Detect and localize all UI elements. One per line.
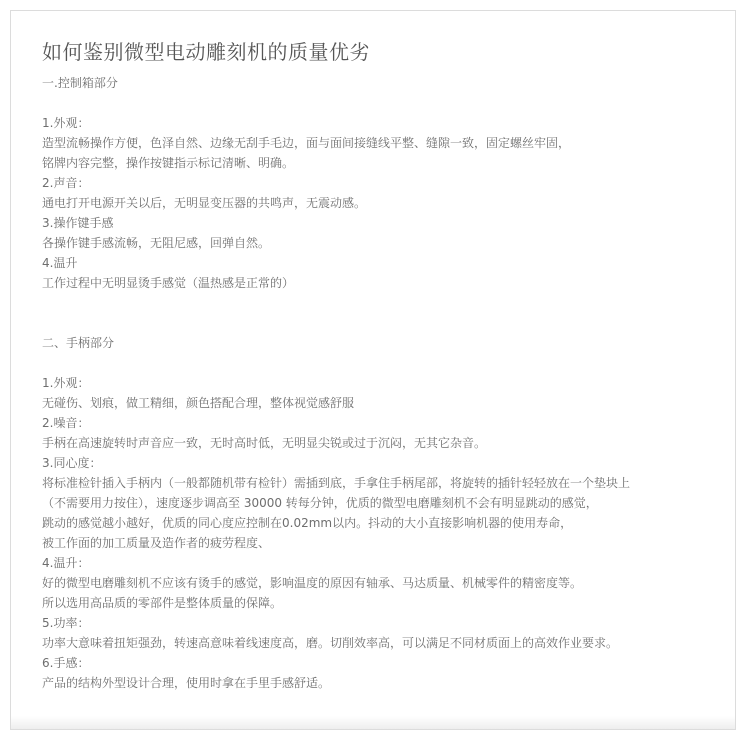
item-label-key-feel: 3.操作键手感 (42, 216, 114, 230)
item-text: 好的微型电磨雕刻机不应该有烫手的感觉，影响温度的原因有轴承、马达质量、机械零件的精密度等。 (42, 576, 583, 590)
item-label-appearance: 1.外观： (42, 116, 90, 130)
item-text: 工作过程中无明显烫手感觉（温热感是正常的） (42, 276, 295, 290)
item-label-temperature: 4.温升 (42, 256, 78, 270)
item-text: 将标准检针插入手柄内（一般都随机带有检针）需插到底，手拿住手柄尾部，将旋转的插针轻轻放在一个垫块上 (42, 476, 631, 490)
item-text: 功率大意味着扭矩强劲，转速高意味着线速度高，磨。切削效率高，可以满足不同材质面上的高效作业要求。 (42, 636, 619, 650)
item-text: 跳动的感觉越小越好，优质的同心度应控制在0.02mm以内。抖动的大小直接影响机器的使用寿命， (42, 516, 573, 530)
item-text: 造型流畅操作方便，色泽自然、边缘无刮手毛边，面与面间接缝线平整、缝隙一致，固定螺丝牢固， (42, 136, 571, 150)
section-heading-handle: 二、手柄部分 (42, 336, 115, 350)
section-heading-control-box: 一.控制箱部分 (42, 76, 118, 90)
content-frame (10, 10, 736, 730)
item-text: 所以选用高品质的零部件是整体质量的保障。 (42, 596, 283, 610)
item-text: 铭牌内容完整，操作按键指示标记清晰、明确。 (42, 156, 295, 170)
item-text: 手柄在高速旋转时声音应一致，无时高时低，无明显尖锐或过于沉闷，无其它杂音。 (42, 436, 487, 450)
page-title: 如何鉴别微型电动雕刻机的质量优劣 (42, 40, 370, 64)
item-text: 各操作键手感流畅，无阻尼感，回弹自然。 (42, 236, 271, 250)
item-label-power: 5.功率： (42, 616, 90, 630)
item-text: 通电打开电源开关以后，无明显变压器的共鸣声，无震动感。 (42, 196, 367, 210)
item-text: 产品的结构外型设计合理，使用时拿在手里手感舒适。 (42, 676, 331, 690)
item-label-concentricity: 3.同心度： (42, 456, 102, 470)
item-text: 被工作面的加工质量及造作者的疲劳程度、 (42, 536, 271, 550)
item-label-sound: 2.声音： (42, 176, 90, 190)
bottom-shadow (11, 716, 735, 729)
item-label-appearance: 1.外观： (42, 376, 90, 390)
item-label-feel: 6.手感： (42, 656, 90, 670)
item-label-temperature: 4.温升： (42, 556, 90, 570)
item-text: （不需要用力按住），速度逐步调高至 30000 转每分钟，优质的微型电磨雕刻机不会有明显跳动的感觉， (42, 496, 598, 510)
item-label-noise: 2.噪音： (42, 416, 90, 430)
item-text: 无碰伤、划痕，做工精细，颜色搭配合理，整体视觉感舒服 (42, 396, 355, 410)
